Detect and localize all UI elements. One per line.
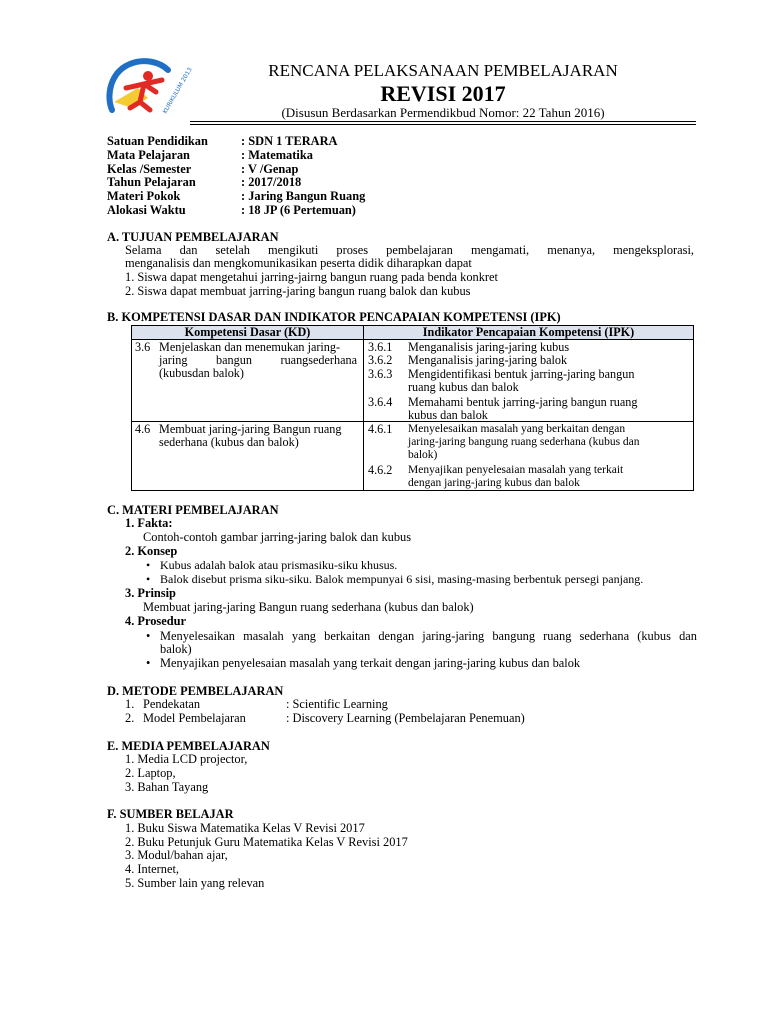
method-number: 1. — [125, 697, 135, 711]
section-d-heading: D. METODE PEMBELAJARAN — [107, 684, 284, 698]
kd-number: 4.6 — [135, 422, 151, 436]
identity-label: Kelas /Semester — [107, 162, 192, 176]
section-f-heading: F. SUMBER BELAJAR — [107, 807, 234, 821]
ipk-text: Memahami bentuk jarring-jaring bangun ruang — [408, 395, 638, 409]
list-item: 2. Siswa dapat membuat jarring-jaring bangun ruang balok dan kubus — [125, 284, 471, 298]
list-item: 4. Internet, — [125, 862, 180, 876]
ipk-cell — [364, 340, 694, 422]
kd-text-line: Membuat jaring-jaring Bangun ruang — [159, 422, 342, 436]
header-rule-thin — [190, 124, 696, 125]
list-item: 3. Modul/bahan ajar, — [125, 848, 228, 862]
subheading-prosedur: 4. Prosedur — [125, 614, 187, 628]
identity-label: Materi Pokok — [107, 189, 181, 203]
ipk-text: Menganalisis jaring-jaring balok — [408, 353, 568, 367]
section-a-heading: A. TUJUAN PEMBELAJARAN — [107, 230, 279, 244]
subheading-prinsip: 3. Prinsip — [125, 586, 176, 600]
list-item: 1. Buku Siswa Matematika Kelas V Revisi 2017 — [125, 821, 365, 835]
method-value: : Scientific Learning — [286, 697, 388, 711]
method-number: 2. — [125, 711, 135, 725]
table-header-ipk: Indikator Pencapaian Kompetensi (IPK) — [364, 326, 694, 340]
subheading-konsep: 2. Konsep — [125, 544, 178, 558]
document-subtitle: (Disusun Berdasarkan Permendikbud Nomor: 22 Tahun 2016) — [281, 105, 605, 120]
ipk-text: Menganalisis jaring-jaring kubus — [408, 340, 570, 354]
identity-label: Tahun Pelajaran — [107, 175, 196, 189]
ipk-number: 3.6.4 — [368, 395, 393, 409]
section-a-intro-line1: Selama dan setelah mengikuti proses pembelajaran mengamati, menanya, mengeksplorasi, — [125, 243, 694, 257]
ipk-text: Menyelesaikan masalah yang berkaitan dengan — [408, 423, 626, 435]
ipk-text: Mengidentifikasi bentuk jarring-jaring bangun — [408, 367, 635, 381]
fakta-text: Contoh-contoh gambar jarring-jaring balok dan kubus — [143, 530, 412, 544]
ipk-number: 4.6.2 — [368, 463, 393, 477]
identity-value: : SDN 1 TERARA — [241, 134, 338, 148]
identity-label: Satuan Pendidikan — [107, 134, 208, 148]
identity-value: : 2017/2018 — [241, 175, 302, 189]
kd-text-line: (kubusdan balok) — [159, 366, 244, 380]
ipk-text: jaring-jaring bangung ruang sederhana (kubus dan — [408, 436, 640, 448]
bullet-item-continuation: balok) — [160, 642, 192, 656]
identity-value: : Matematika — [241, 148, 313, 162]
ipk-number: 3.6.1 — [368, 340, 393, 354]
section-b-heading: B. KOMPETENSI DASAR DAN INDIKATOR PENCAPAIAN KOMPETENSI (IPK) — [107, 310, 561, 324]
list-item: 5. Sumber lain yang relevan — [125, 876, 265, 890]
method-label: Pendekatan — [143, 697, 201, 711]
table-header-kd: Kompetensi Dasar (KD) — [132, 326, 364, 340]
kd-ipk-table — [131, 325, 694, 491]
ipk-text: ruang kubus dan balok — [408, 380, 519, 394]
list-item: 2. Laptop, — [125, 766, 176, 780]
identity-label: Mata Pelajaran — [107, 148, 190, 162]
kd-number: 3.6 — [135, 340, 151, 354]
kd-text-line: Menjelaskan dan menemukan jaring- — [159, 340, 341, 354]
bullet-item: • Menyajikan penyelesaian masalah yang terkait dengan jaring-jaring kubus dan balok — [160, 657, 580, 671]
kd-text-line: jaring bangun ruangsederhana — [159, 353, 357, 367]
kd-cell — [132, 422, 364, 491]
prinsip-text: Membuat jaring-jaring Bangun ruang sederhana (kubus dan balok) — [143, 600, 474, 614]
section-e-heading: E. MEDIA PEMBELAJARAN — [107, 739, 270, 753]
ipk-cell — [364, 422, 694, 491]
ipk-text: Menyajikan penyelesaian masalah yang terkait — [408, 464, 624, 476]
ipk-number: 4.6.1 — [368, 422, 393, 436]
kd-cell — [132, 340, 364, 422]
section-c-heading: C. MATERI PEMBELAJARAN — [107, 503, 279, 517]
identity-label: Alokasi Waktu — [107, 203, 186, 217]
ipk-text: balok) — [408, 449, 438, 461]
method-label: Model Pembelajaran — [143, 711, 246, 725]
logo-text: KURIKULUM 2013 — [161, 66, 194, 115]
kd-text-line: sederhana (kubus dan balok) — [159, 435, 299, 449]
table-row — [132, 422, 694, 491]
subheading-fakta: 1. Fakta: — [125, 516, 173, 530]
bullet-item: • Balok disebut prisma siku-siku. Balok mempunyai 6 sisi, masing-masing berbentuk persegi panjang. — [160, 573, 643, 587]
document-title: RENCANA PELAKSANAAN PEMBELAJARAN — [268, 61, 618, 80]
list-item: 3. Bahan Tayang — [125, 780, 209, 794]
identity-value: : V /Genap — [241, 162, 299, 176]
header-rule-thick — [190, 121, 696, 122]
bullet-item: • Kubus adalah balok atau prismasiku-siku khusus. — [160, 559, 397, 573]
document-revision: REVISI 2017 — [380, 81, 506, 106]
kurikulum-2013-logo — [104, 58, 194, 116]
ipk-number: 3.6.2 — [368, 353, 393, 367]
section-a-intro-line2: menganalisis dan mengkomunikasikan peserta didik diharapkan dapat — [125, 256, 472, 270]
list-item: 1. Siswa dapat mengetahui jarring-jairng bangun ruang pada benda konkret — [125, 270, 498, 284]
list-item: 2. Buku Petunjuk Guru Matematika Kelas V Revisi 2017 — [125, 835, 408, 849]
bullet-item: • Menyelesaikan masalah yang berkaitan dengan jaring-jaring bangung ruang sederhana (kubus dan — [160, 630, 697, 644]
identity-value: : Jaring Bangun Ruang — [241, 189, 366, 203]
identity-value: : 18 JP (6 Pertemuan) — [241, 203, 356, 217]
ipk-text: kubus dan balok — [408, 408, 488, 422]
list-item: 1. Media LCD projector, — [125, 752, 248, 766]
ipk-text: dengan jaring-jaring kubus dan balok — [408, 477, 580, 489]
table-row — [132, 340, 694, 422]
method-value: : Discovery Learning (Pembelajaran Penemuan) — [286, 711, 525, 725]
ipk-number: 3.6.3 — [368, 367, 393, 381]
